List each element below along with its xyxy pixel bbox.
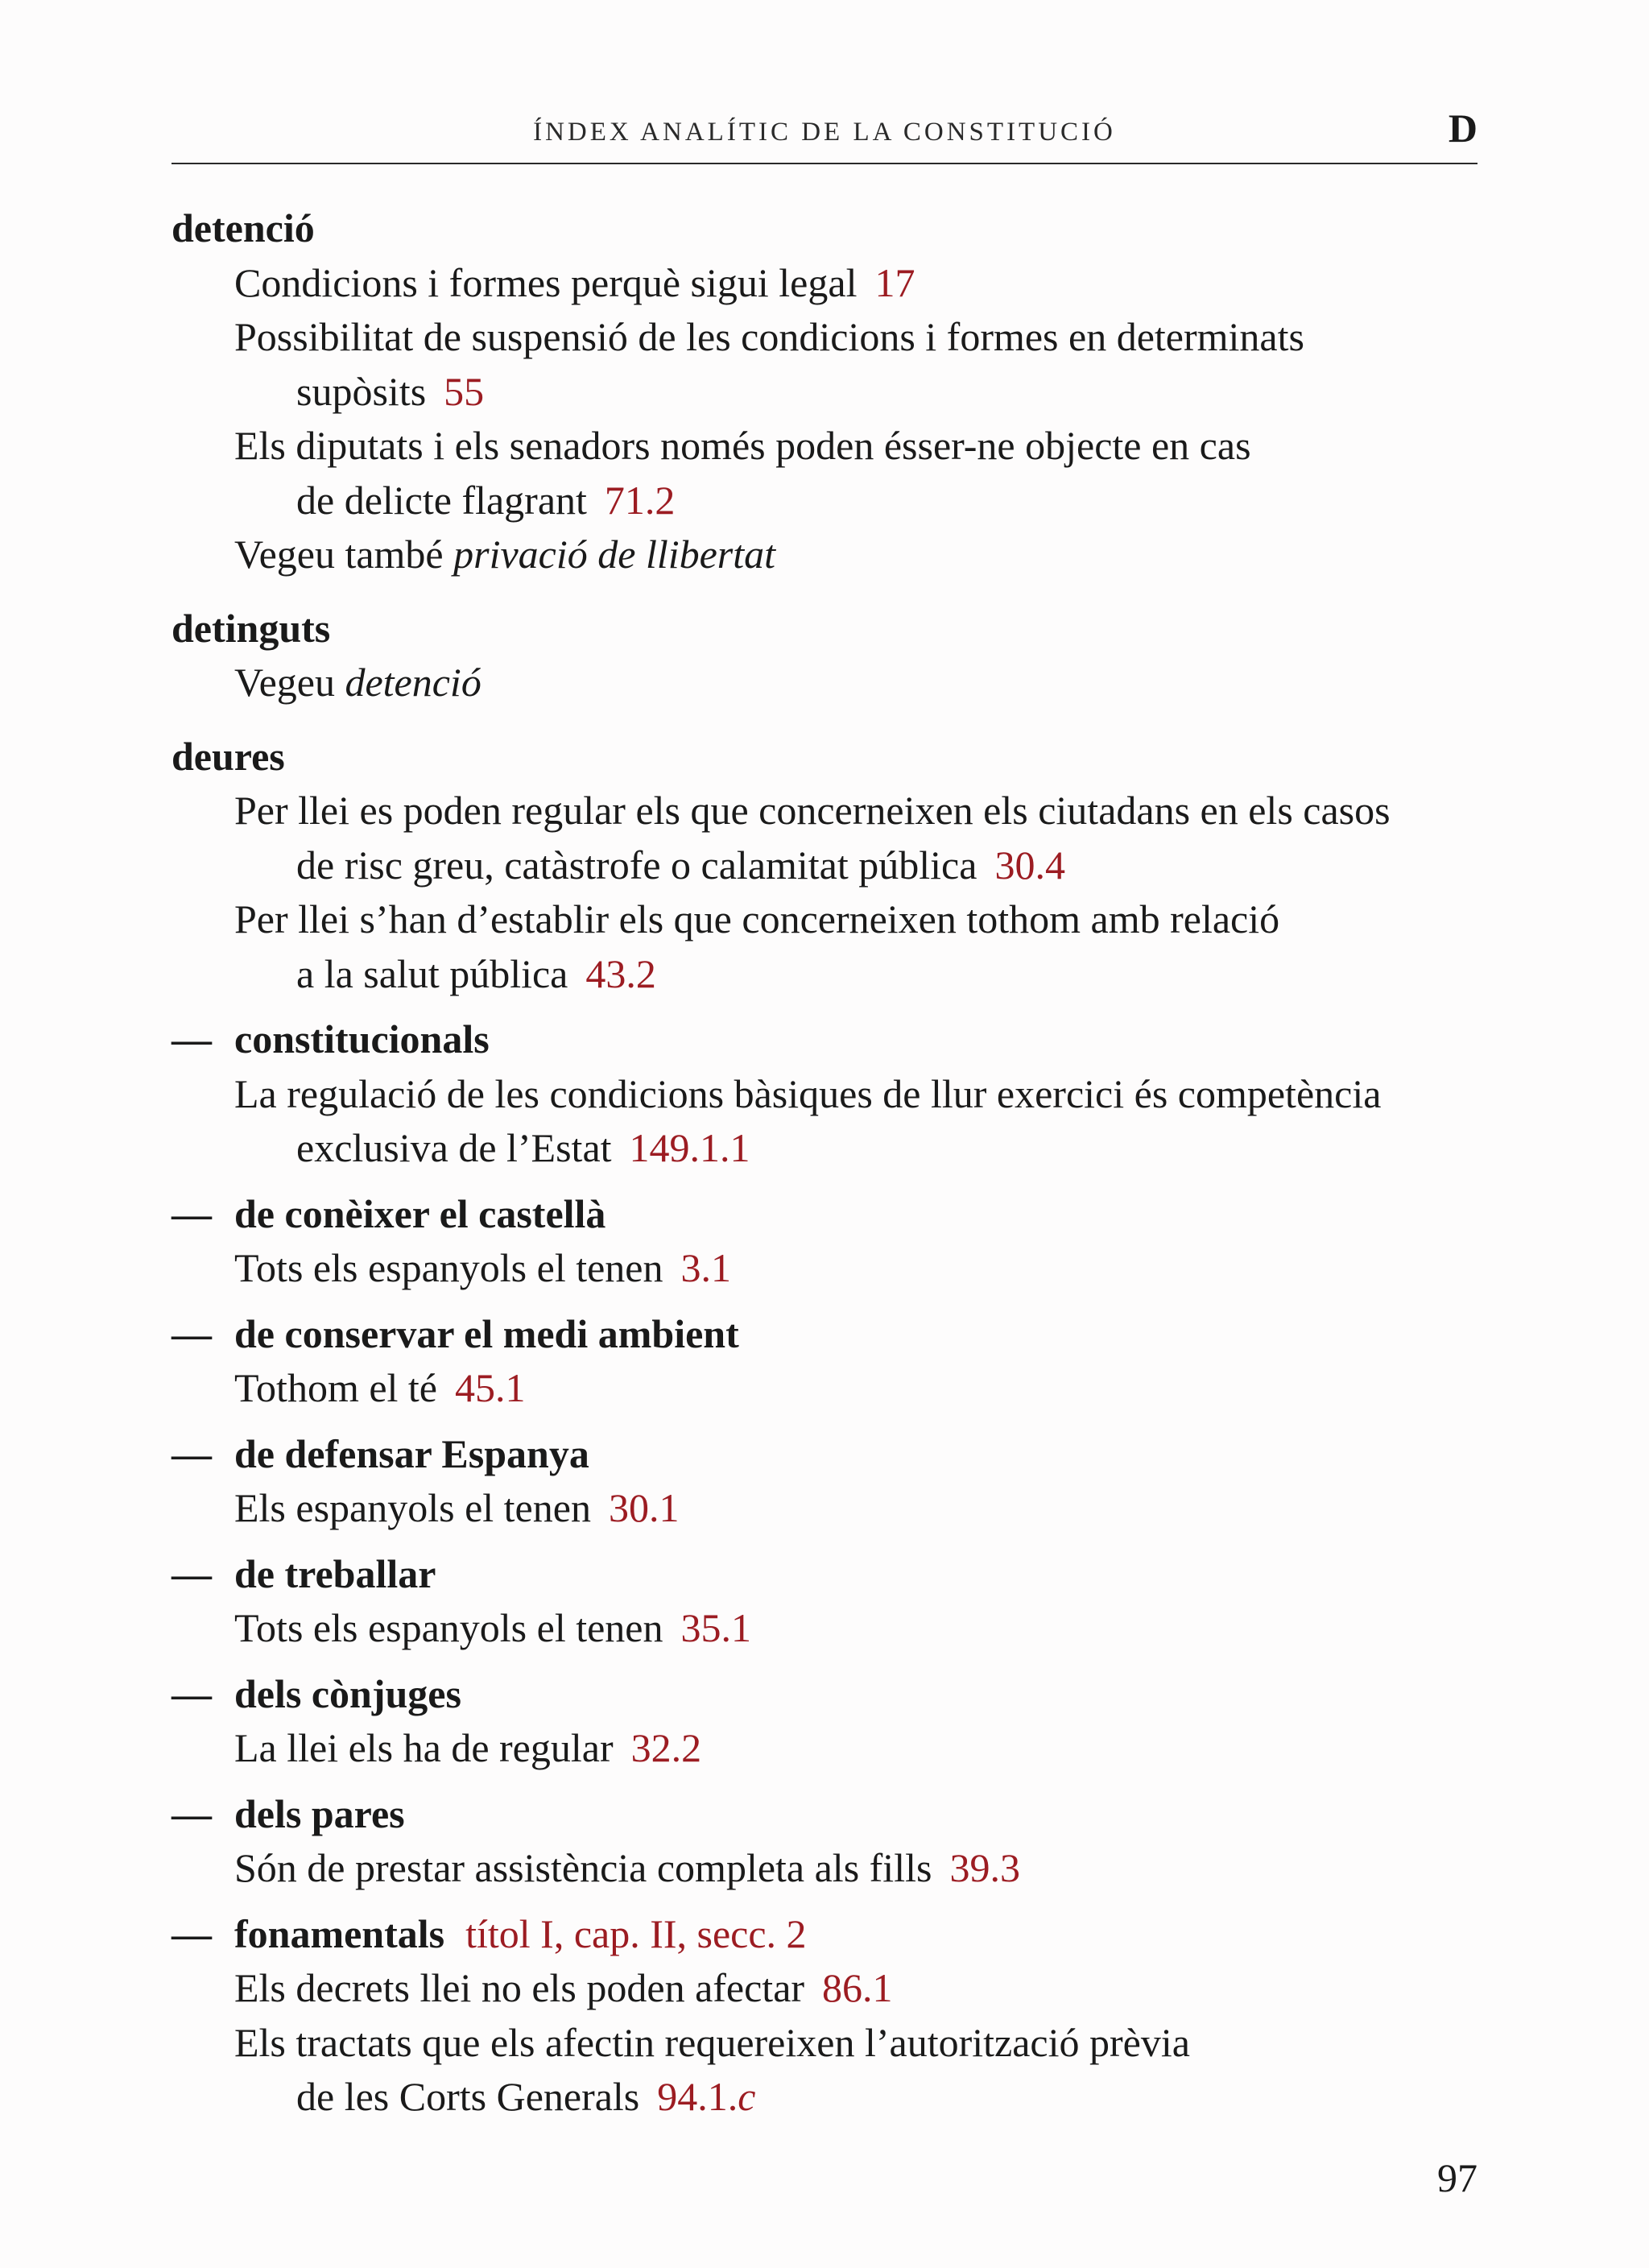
running-header	[172, 105, 1477, 164]
article-reference: 32.2	[630, 1725, 702, 1770]
subentry-line: La regulació de les condicions bàsiques de llur exercici és competència	[234, 1070, 1382, 1116]
title-reference: títol I, cap. II, secc. 2	[465, 1910, 807, 1956]
subentry-continuation: de risc greu, catàstrofe o calamitat pública 30.4	[296, 842, 1065, 888]
subentry-treballar	[172, 1547, 1492, 1656]
em-dash: —	[172, 1430, 212, 1476]
subentry-line: Els tractats que els afectin requereixen l’autorització prèvia	[234, 2019, 1190, 2065]
subentry-line: Tots els espanyols el tenen 35.1	[234, 1605, 751, 1650]
running-title: ÍNDEX ANALÍTIC DE LA CONSTITUCIÓ	[533, 118, 1116, 147]
subentry-line: Els espanyols el tenen 30.1	[234, 1485, 680, 1530]
subentry-heading: — de defensar Espanya	[172, 1427, 1492, 1482]
subentry-line: Són de prestar assistència completa als fills 39.3	[234, 1845, 1020, 1890]
article-reference: 39.3	[949, 1845, 1020, 1890]
em-dash: —	[172, 1016, 212, 1062]
em-dash: —	[172, 1310, 212, 1356]
subentry-continuation: a la salut pública 43.2	[296, 950, 656, 996]
article-reference: 94.1.c	[657, 2074, 756, 2119]
subentry-heading: — de treballar	[172, 1547, 1492, 1602]
subentry-line: Tots els espanyols el tenen 3.1	[234, 1245, 731, 1290]
article-reference: 17	[874, 259, 915, 305]
subentry-line: Tothom el té 45.1	[234, 1365, 526, 1410]
article-reference: 30.1	[608, 1485, 680, 1530]
subentry-coneixer-castella	[172, 1187, 1492, 1296]
subentry-line: Condicions i formes perquè sigui legal 17	[234, 259, 915, 305]
subentry-line: La llei els ha de regular 32.2	[234, 1725, 702, 1770]
article-reference: 3.1	[680, 1245, 731, 1290]
article-reference: 71.2	[604, 477, 676, 523]
index-entry-deures	[172, 730, 1492, 2125]
em-dash: —	[172, 1790, 212, 1836]
article-reference: 43.2	[585, 950, 656, 996]
page-number: 97	[1437, 2155, 1477, 2200]
subentry-line: Possibilitat de suspensió de les condicions i formes en determinats	[234, 314, 1304, 359]
headword: detenció	[172, 205, 315, 250]
index-content	[172, 201, 1492, 2125]
subentry-line: Els decrets llei no els poden afectar 86.1	[234, 1965, 893, 2010]
subentry-line: Per llei es poden regular els que concerneixen els ciutadans en els casos	[234, 788, 1391, 833]
subentry-continuation: de les Corts Generals 94.1.c	[296, 2074, 756, 2119]
article-reference: 45.1	[455, 1365, 526, 1410]
index-entry-detinguts	[172, 602, 1492, 710]
headword: detinguts	[172, 605, 331, 651]
subentry-heading: — dels cònjuges	[172, 1667, 1492, 1722]
subentry-group	[172, 1012, 1492, 2125]
article-reference: 149.1.1	[629, 1125, 750, 1170]
subentry-defensar-espanya	[172, 1427, 1492, 1536]
subentry-line: Per llei s’han d’establir els que concerneixen tothom amb relació	[234, 896, 1280, 942]
subentry-line: Els diputats i els senadors només poden ésser-ne objecte en cas	[234, 423, 1251, 468]
see-line: Vegeu detenció	[234, 660, 481, 705]
subentry-pares	[172, 1787, 1492, 1896]
subentry-continuation: supòsits 55	[296, 368, 485, 414]
article-reference: 55	[444, 368, 485, 414]
em-dash: —	[172, 1190, 212, 1236]
subentry-constitucionals	[172, 1012, 1492, 1176]
subentry-conservar-medi-ambient	[172, 1307, 1492, 1416]
cross-reference: privació de llibertat	[453, 532, 776, 577]
subentry-conjuges	[172, 1667, 1492, 1776]
subentry-heading: — de conèixer el castellà	[172, 1187, 1492, 1242]
subentry-heading: — dels pares	[172, 1787, 1492, 1842]
subentry-continuation: de delicte flagrant 71.2	[296, 477, 676, 523]
em-dash: —	[172, 1670, 212, 1716]
cross-reference: detenció	[345, 660, 481, 705]
article-reference: 35.1	[680, 1605, 751, 1650]
subentry-fonamentals	[172, 1907, 1492, 2125]
subentry-heading: — de conservar el medi ambient	[172, 1307, 1492, 1362]
subentry-heading: — constitucionals	[172, 1012, 1492, 1067]
article-reference: 86.1	[822, 1965, 893, 2010]
em-dash: —	[172, 1910, 212, 1956]
section-letter: D	[1448, 106, 1477, 151]
see-also-line: Vegeu també privació de llibertat	[234, 532, 776, 577]
em-dash: —	[172, 1550, 212, 1596]
subentry-heading: — fonamentals títol I, cap. II, secc. 2	[172, 1907, 1492, 1962]
article-reference: 30.4	[994, 842, 1065, 888]
index-entry-detencio	[172, 201, 1492, 582]
headword: deures	[172, 733, 285, 779]
subentry-continuation: exclusiva de l’Estat 149.1.1	[296, 1125, 750, 1170]
